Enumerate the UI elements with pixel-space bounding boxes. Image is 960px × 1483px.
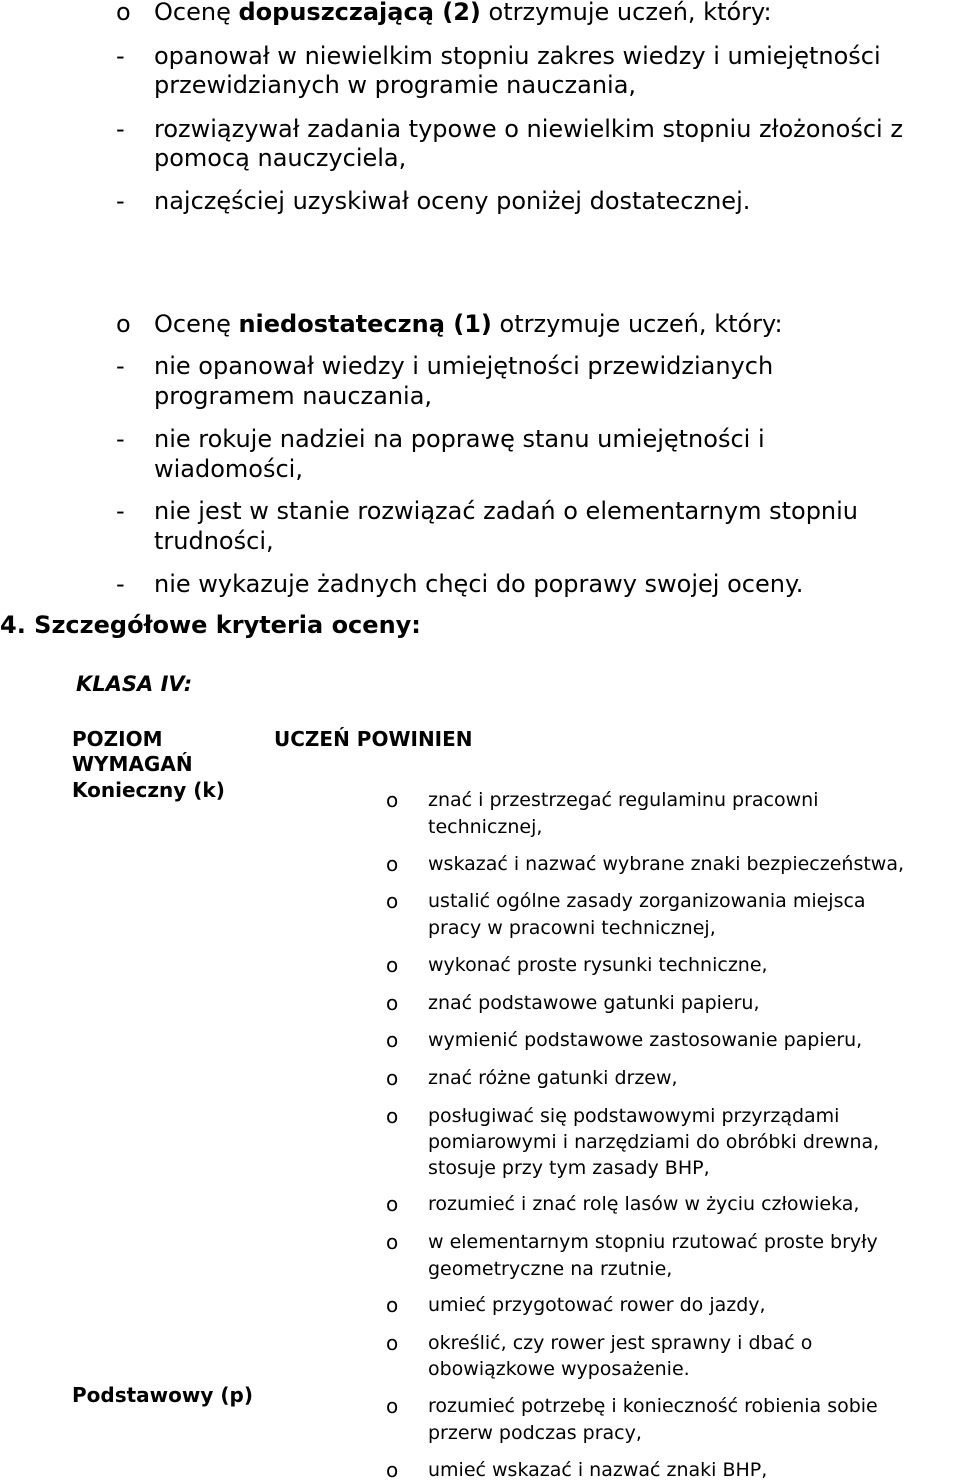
level-konieczny: Konieczny (k) — [72, 778, 225, 802]
requirement-item-cont: pomiarowymi i narzędziami do obróbki drewna, — [428, 1131, 880, 1153]
requirement-item: umieć wskazać i nazwać znaki BHP, — [428, 1459, 768, 1481]
list-item: opanował w niewielkim stopniu zakres wiedzy i umiejętności — [154, 42, 881, 70]
bullet-marker: o — [386, 1394, 399, 1418]
bullet-marker: o — [386, 1230, 399, 1254]
dash-marker: - — [116, 42, 125, 70]
list-item-cont: pomocą nauczyciela, — [154, 144, 407, 172]
requirement-item-cont: geometryczne na rzutnie, — [428, 1258, 673, 1280]
dash-marker: - — [116, 352, 125, 380]
requirement-item: posługiwać się podstawowymi przyrządami — [428, 1105, 840, 1127]
bullet-marker: o — [116, 0, 131, 26]
bullet-marker: o — [386, 852, 399, 876]
grade-1-heading: Ocenę niedostateczną (1) otrzymuje uczeń, który: — [154, 310, 783, 338]
bullet-marker: o — [386, 1066, 399, 1090]
grade-2-name: dopuszczającą (2) — [238, 0, 481, 26]
dash-marker: - — [116, 497, 125, 525]
requirement-item: znać podstawowe gatunki papieru, — [428, 992, 760, 1014]
requirements-header: UCZEŃ POWINIEN — [274, 727, 473, 751]
level-header-line1: POZIOM — [72, 727, 163, 751]
list-item-cont: programem nauczania, — [154, 382, 433, 410]
bullet-marker: o — [386, 788, 399, 812]
list-item-cont: trudności, — [154, 527, 274, 555]
requirement-item: znać różne gatunki drzew, — [428, 1067, 678, 1089]
grade-2-heading: Ocenę dopuszczającą (2) otrzymuje uczeń, który: — [154, 0, 772, 26]
level-header-line2: WYMAGAŃ — [72, 752, 193, 776]
requirement-item: wymienić podstawowe zastosowanie papieru, — [428, 1029, 863, 1051]
requirement-item: znać i przestrzegać regulaminu pracowni — [428, 789, 819, 811]
requirement-item: rozumieć potrzebę i konieczność robienia sobie — [428, 1395, 878, 1417]
bullet-marker: o — [386, 889, 399, 913]
requirement-item: ustalić ogólne zasady zorganizowania miejsca — [428, 890, 866, 912]
list-item: nie rokuje nadziei na poprawę stanu umiejętności i — [154, 425, 765, 453]
requirement-item: określić, czy rower jest sprawny i dbać o — [428, 1332, 813, 1354]
dash-marker: - — [116, 425, 125, 453]
requirement-item: wykonać proste rysunki techniczne, — [428, 954, 768, 976]
bullet-marker: o — [386, 1028, 399, 1052]
requirement-item-cont: przerw podczas pracy, — [428, 1422, 642, 1444]
level-podstawowy: Podstawowy (p) — [72, 1383, 253, 1407]
requirement-item: umieć przygotować rower do jazdy, — [428, 1294, 766, 1316]
list-item: rozwiązywał zadania typowe o niewielkim stopniu złożoności z — [154, 115, 903, 143]
bullet-marker: o — [116, 310, 131, 338]
class-label: KLASA IV: — [76, 672, 193, 696]
dash-marker: - — [116, 187, 125, 215]
bullet-marker: o — [386, 1458, 399, 1482]
requirement-item: rozumieć i znać rolę lasów w życiu człowieka, — [428, 1193, 860, 1215]
bullet-marker: o — [386, 991, 399, 1015]
requirement-item-cont: technicznej, — [428, 816, 543, 838]
bullet-marker: o — [386, 1192, 399, 1216]
list-item: nie jest w stanie rozwiązać zadań o elementarnym stopniu — [154, 497, 859, 525]
requirement-item-cont: obowiązkowe wyposażenie. — [428, 1358, 690, 1380]
requirement-item-cont: pracy w pracowni technicznej, — [428, 917, 716, 939]
bullet-marker: o — [386, 1104, 399, 1128]
dash-marker: - — [116, 115, 125, 143]
requirement-item: wskazać i nazwać wybrane znaki bezpieczeństwa, — [428, 853, 905, 875]
list-item-cont: przewidzianych w programie nauczania, — [154, 71, 637, 99]
requirement-item: w elementarnym stopniu rzutować proste bryły — [428, 1231, 878, 1253]
bullet-marker: o — [386, 1293, 399, 1317]
list-item-cont: wiadomości, — [154, 455, 303, 483]
list-item: nie wykazuje żadnych chęci do poprawy swojej oceny. — [154, 570, 804, 598]
dash-marker: - — [116, 570, 125, 598]
section-heading: 4. Szczegółowe kryteria oceny: — [0, 611, 421, 639]
bullet-marker: o — [386, 953, 399, 977]
list-item: nie opanował wiedzy i umiejętności przewidzianych — [154, 352, 774, 380]
list-item: najczęściej uzyskiwał oceny poniżej dostatecznej. — [154, 187, 751, 215]
bullet-marker: o — [386, 1331, 399, 1355]
grade-1-name: niedostateczną (1) — [238, 310, 492, 338]
requirement-item-cont: stosuje przy tym zasady BHP, — [428, 1157, 710, 1179]
